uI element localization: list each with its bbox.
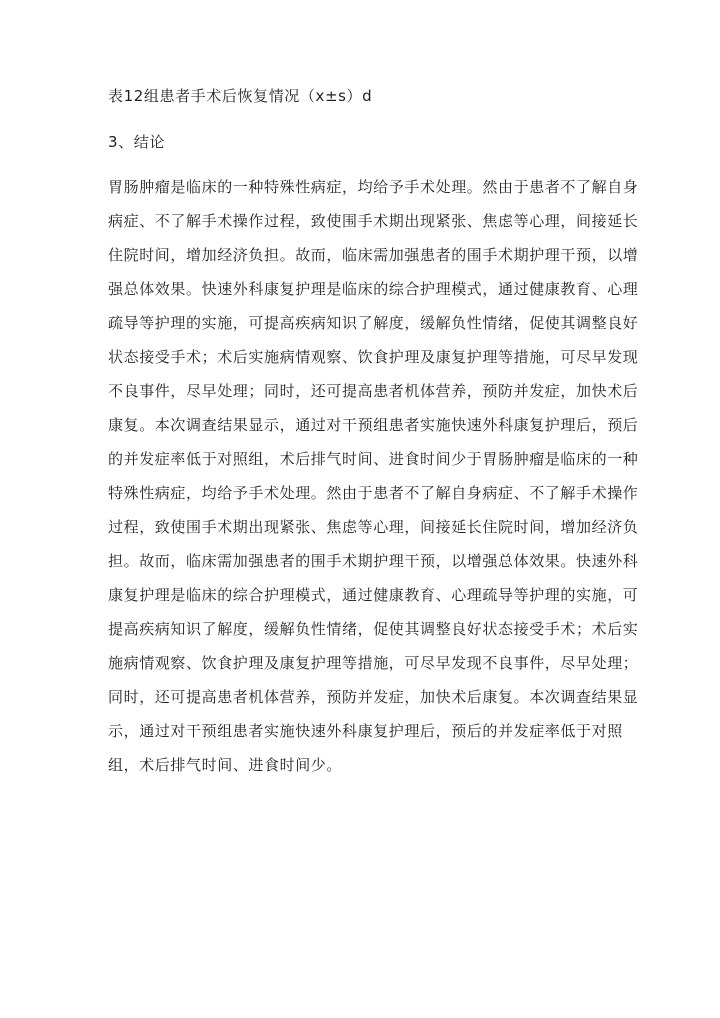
section-heading: 3、结论 (108, 133, 165, 151)
paragraph-line: 胃肠肿瘤是临床的一种特殊性病症，均给予手术处理。然由于患者不了解自身 (108, 178, 639, 196)
paragraph-line: 施病情观察、饮食护理及康复护理等措施，可尽早发现不良事件，尽早处理； (108, 654, 639, 672)
paragraph-line: 过程，致使围手术期出现紧张、焦虑等心理，间接延长住院时间，增加经济负 (108, 518, 639, 536)
paragraph-line: 示，通过对干预组患者实施快速外科康复护理后，预后的并发症率低于对照 (108, 722, 623, 740)
paragraph-line: 疏导等护理的实施，可提高疾病知识了解度，缓解负性情绪，促使其调整良好 (108, 314, 639, 332)
paragraph-line: 住院时间，增加经济负担。故而，临床需加强患者的围手术期护理干预，以增 (108, 246, 639, 264)
paragraph-line: 的并发症率低于对照组，术后排气时间、进食时间少于胃肠肿瘤是临床的一种 (108, 450, 639, 468)
paragraph-line: 提高疾病知识了解度，缓解负性情绪，促使其调整良好状态接受手术；术后实 (108, 620, 639, 638)
paragraph-line: 病症、不了解手术操作过程，致使围手术期出现紧张、焦虑等心理，间接延长 (108, 212, 639, 230)
conclusion-paragraph (108, 170, 639, 782)
paragraph-line: 强总体效果。快速外科康复护理是临床的综合护理模式，通过健康教育、心理 (108, 280, 639, 298)
paragraph-line: 康复护理是临床的综合护理模式，通过健康教育、心理疏导等护理的实施，可 (108, 586, 639, 604)
paragraph-line: 组，术后排气时间、进食时间少。 (108, 756, 343, 774)
table-caption: 表12组患者手术后恢复情况（x±s）d (108, 87, 373, 105)
paragraph-line: 康复。本次调查结果显示，通过对干预组患者实施快速外科康复护理后，预后 (108, 416, 639, 434)
paragraph-line: 特殊性病症，均给予手术处理。然由于患者不了解自身病症、不了解手术操作 (108, 484, 639, 502)
paragraph-line: 状态接受手术；术后实施病情观察、饮食护理及康复护理等措施，可尽早发现 (108, 348, 639, 366)
paragraph-line: 同时，还可提高患者机体营养，预防并发症，加快术后康复。本次调查结果显 (108, 688, 639, 706)
paragraph-line: 担。故而，临床需加强患者的围手术期护理干预，以增强总体效果。快速外科 (108, 552, 639, 570)
paragraph-line: 不良事件，尽早处理；同时，还可提高患者机体营养，预防并发症，加快术后 (108, 382, 639, 400)
